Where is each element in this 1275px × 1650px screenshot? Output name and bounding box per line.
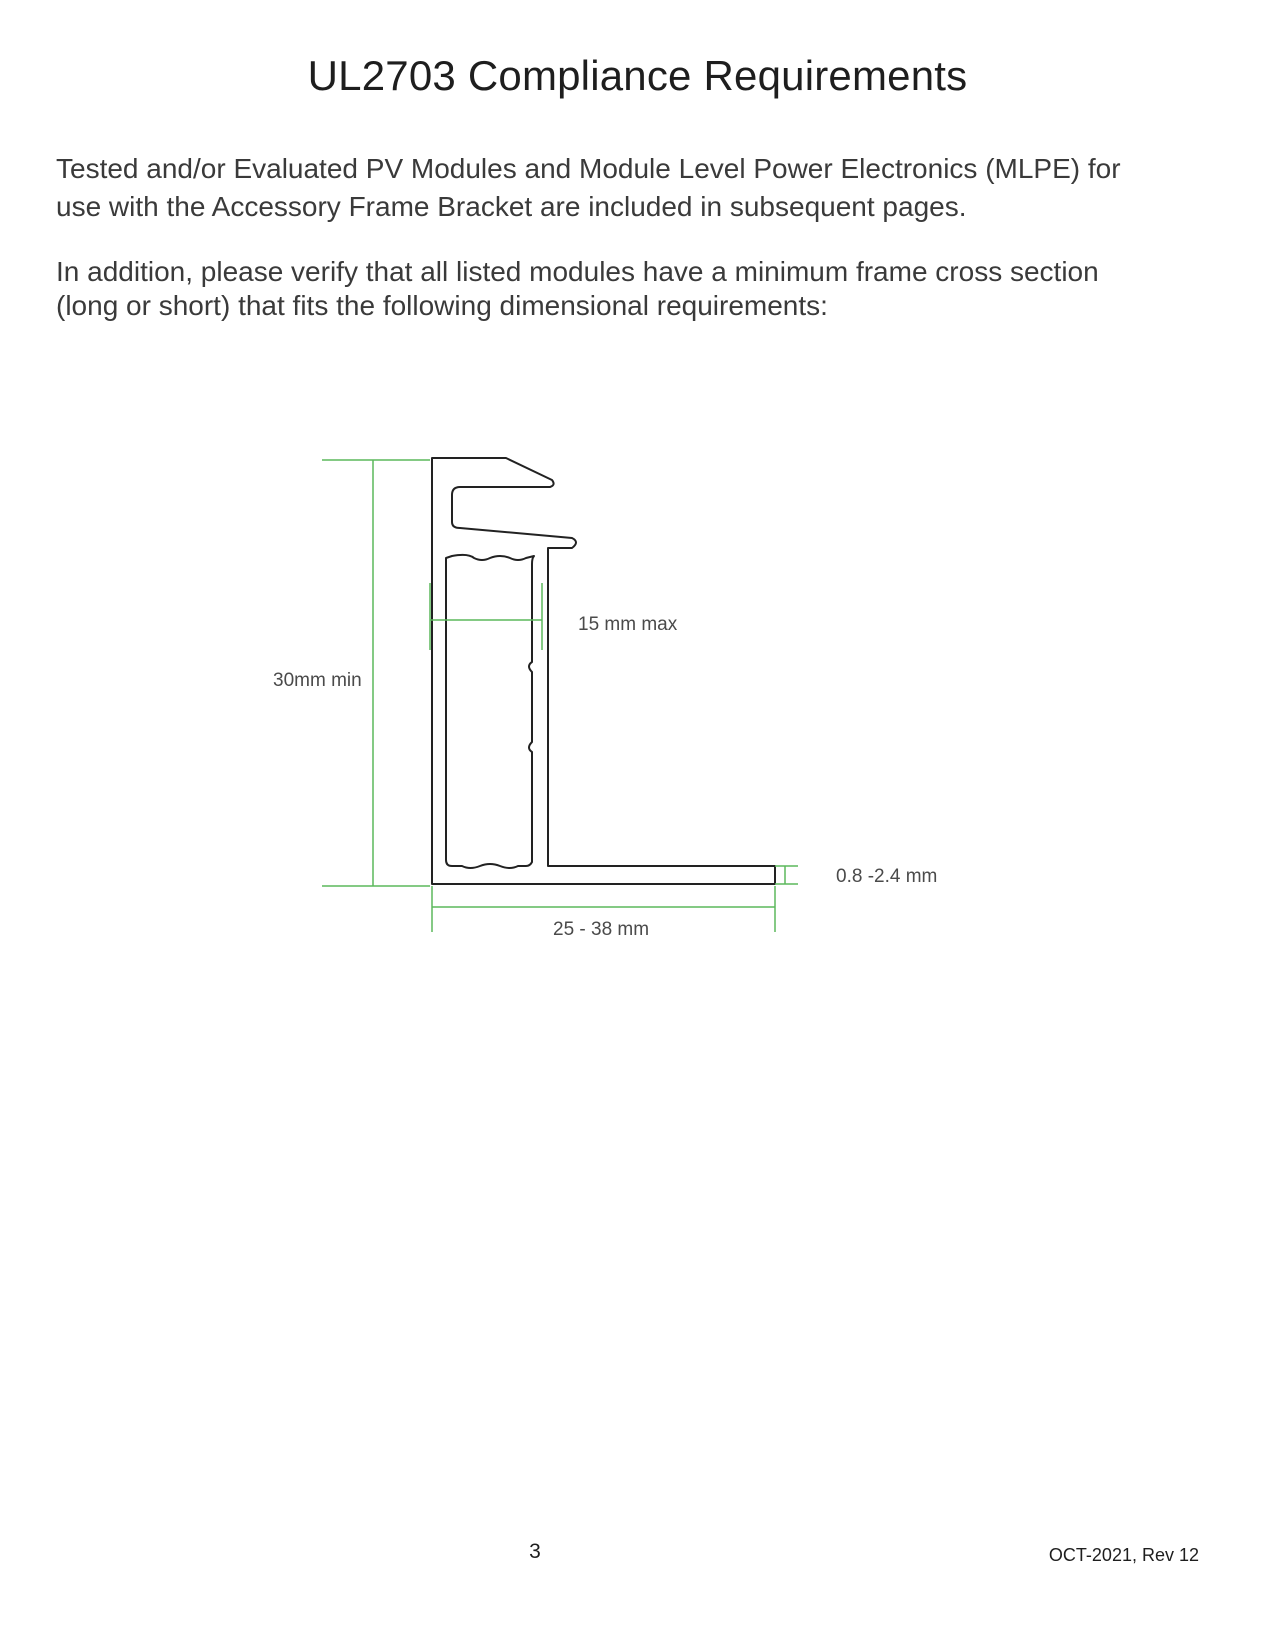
base-width-label: 25 - 38 mm	[553, 919, 650, 940]
height-label: 30mm min	[273, 670, 362, 691]
requirements-paragraph: In addition, please verify that all listed modules have a minimum frame cross section (long or short) that fits the following dimensional requirements:	[56, 256, 1099, 321]
revision-note: OCT-2021, Rev 12	[1048, 1545, 1199, 1565]
inner-width-label: 15 mm max	[578, 614, 678, 635]
thickness-label: 0.8 -2.4 mm	[836, 866, 938, 887]
frame-outer-outline	[432, 458, 775, 884]
frame-inner-chamber	[446, 555, 534, 868]
page-title: UL2703 Compliance Requirements	[307, 52, 968, 99]
page-number: 3	[529, 1540, 541, 1563]
intro-paragraph: Tested and/or Evaluated PV Modules and Module Level Power Electronics (MLPE) for use with the Accessory Frame Bracket are included in subsequent pages.	[56, 153, 1121, 222]
